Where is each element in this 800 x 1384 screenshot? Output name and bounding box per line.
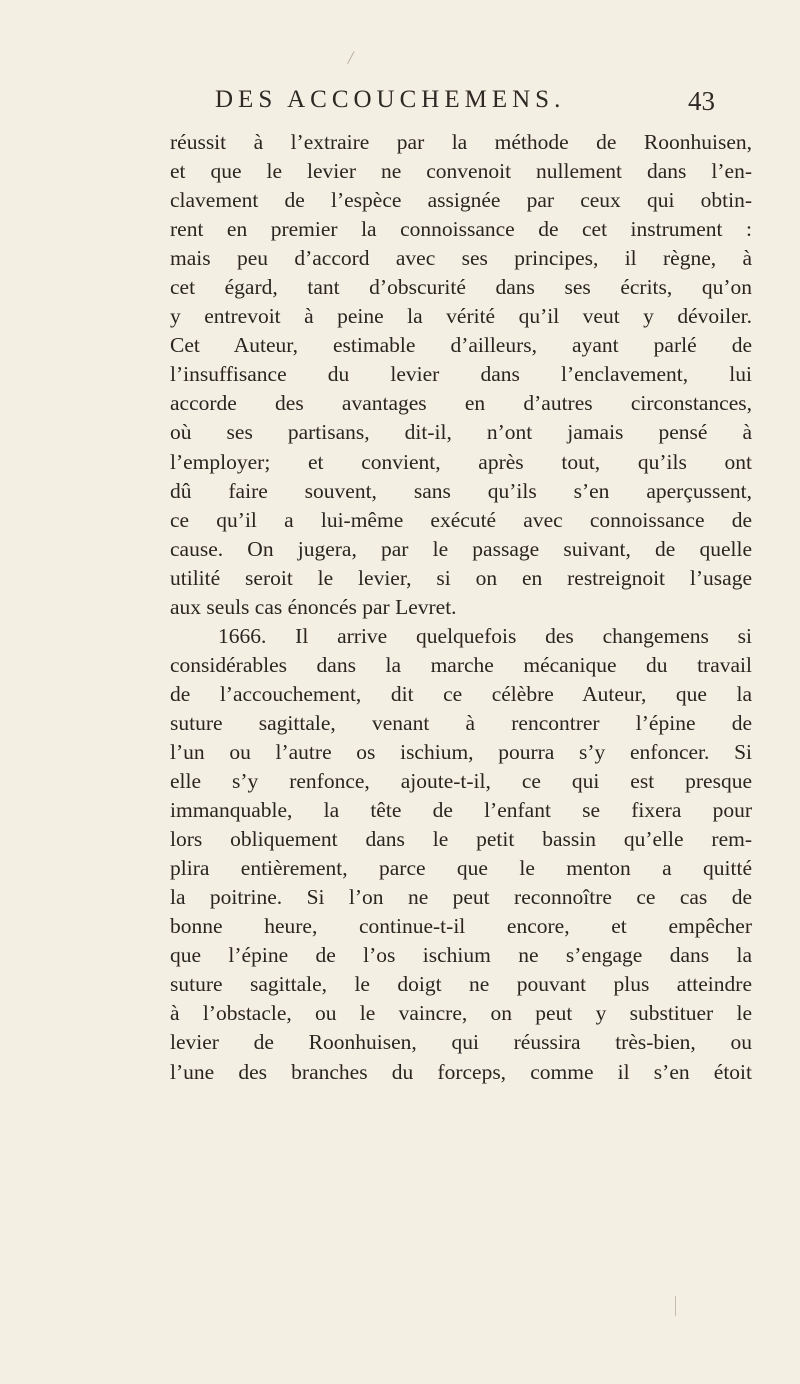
- text-line: elle s’y renfonce, ajoute-t-il, ce qui est presque: [170, 769, 752, 794]
- running-head: DES ACCOUCHEMENS.: [215, 86, 566, 113]
- text-line: où ses partisans, dit-il, n’ont jamais pensé à: [170, 420, 752, 445]
- text-line: rent en premier la connoissance de cet instrument :: [170, 217, 752, 242]
- text-line: et que le levier ne convenoit nullement dans l’en-: [170, 159, 752, 184]
- text-line: à l’obstacle, ou le vaincre, on peut y substituer le: [170, 1001, 752, 1026]
- text-line: la poitrine. Si l’on ne peut reconnoître ce cas de: [170, 885, 752, 910]
- text-line: l’un ou l’autre os ischium, pourra s’y enfoncer. Si: [170, 739, 752, 764]
- body-text: [170, 128, 752, 1087]
- text-line: y entrevoit à peine la vérité qu’il veut y dévoiler.: [170, 304, 752, 329]
- text-line: bonne heure, continue-t-il encore, et empêcher: [170, 914, 752, 939]
- text-line: l’une des branches du forceps, comme il s’en étoit: [170, 1059, 752, 1084]
- text-line: que l’épine de l’os ischium ne s’engage dans la: [170, 943, 752, 968]
- text-line: mais peu d’accord avec ses principes, il règne, à: [170, 246, 752, 271]
- text-line: plira entièrement, parce que le menton a quitté: [170, 856, 752, 881]
- text-line: suture sagittale, venant à rencontrer l’épine de: [170, 710, 752, 735]
- text-line: dû faire souvent, sans qu’ils s’en aperçussent,: [170, 478, 752, 503]
- text-line: de l’accouchement, dit ce célèbre Auteur, que la: [170, 681, 752, 706]
- margin-mark: [675, 1296, 676, 1316]
- text-line: utilité seroit le levier, si on en restreignoit l’usage: [170, 565, 752, 590]
- text-line: cause. On jugera, par le passage suivant, de quelle: [170, 536, 752, 561]
- ink-mark: [347, 51, 360, 67]
- text-line: lors obliquement dans le petit bassin qu’elle rem-: [170, 827, 752, 852]
- paragraph-start: 1666. Il arrive quelquefois des changemens si: [218, 623, 752, 648]
- page-number: 43: [688, 86, 715, 116]
- text-line: levier de Roonhuisen, qui réussira très-bien, ou: [170, 1030, 752, 1055]
- text-line: aux seuls cas énoncés par Levret.: [170, 594, 457, 619]
- text-line: l’insuffisance du levier dans l’enclavement, lui: [170, 362, 752, 387]
- text-line: considérables dans la marche mécanique du travail: [170, 652, 752, 677]
- text-line: Cet Auteur, estimable d’ailleurs, ayant parlé de: [170, 333, 752, 358]
- page-header: [175, 86, 715, 126]
- text-line: ce qu’il a lui-même exécuté avec connoissance de: [170, 507, 752, 532]
- text-line: accorde des avantages en d’autres circonstances,: [170, 391, 752, 416]
- text-line: suture sagittale, le doigt ne pouvant plus atteindre: [170, 972, 752, 997]
- text-line: immanquable, la tête de l’enfant se fixera pour: [170, 798, 752, 823]
- text-line: l’employer; et convient, après tout, qu’ils ont: [170, 449, 752, 474]
- text-line: cet égard, tant d’obscurité dans ses écrits, qu’on: [170, 275, 752, 300]
- text-line: clavement de l’espèce assignée par ceux qui obtin-: [170, 188, 752, 213]
- text-line: réussit à l’extraire par la méthode de Roonhuisen,: [170, 130, 752, 154]
